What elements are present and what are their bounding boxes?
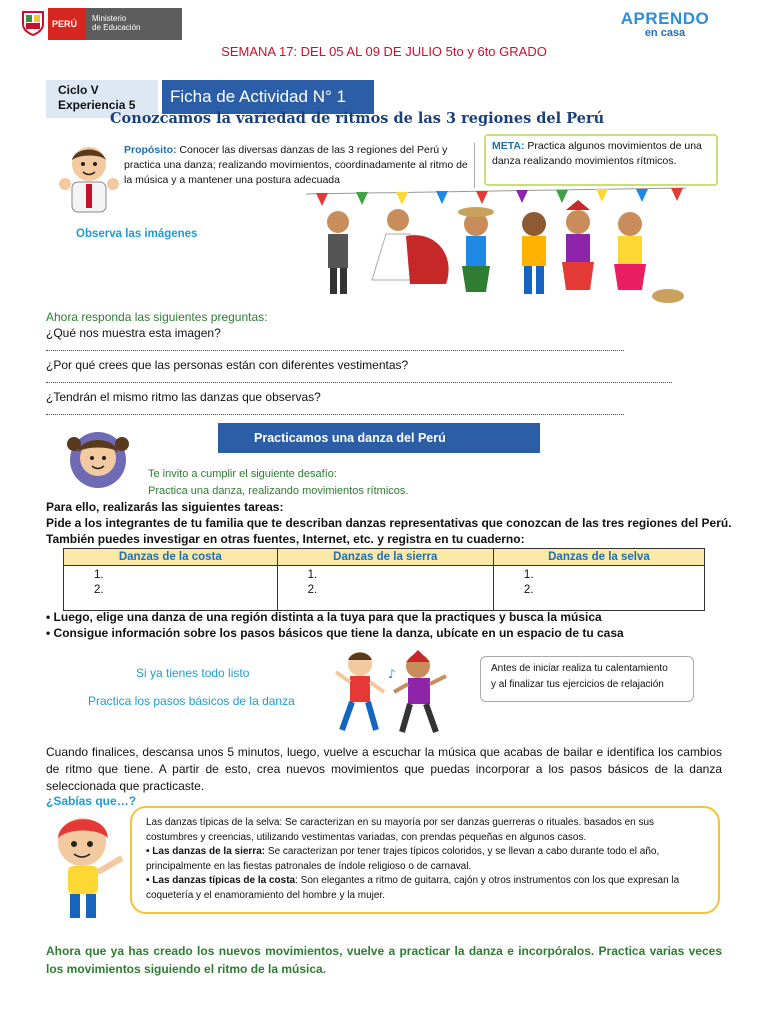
questions-intro: Ahora responda las siguientes preguntas:	[46, 310, 268, 324]
cell-costa[interactable]: 1. 2.	[64, 566, 278, 611]
ministerio-label: Ministerio de Educación	[86, 8, 182, 40]
answer-line-1[interactable]	[46, 350, 624, 351]
svg-text:♪: ♪	[388, 667, 396, 681]
peru-shield-icon	[18, 8, 48, 38]
practicamos-banner: Practicamos una danza del Perú	[218, 423, 540, 453]
kid-pointing-illustration	[46, 812, 128, 924]
tasks-intro: Para ello, realizarás las siguientes tareas:	[46, 500, 284, 514]
main-title: Conozcamos la variedad de ritmos de las 3 regiones del Perú	[110, 110, 605, 127]
question-2: ¿Por qué crees que las personas están con diferentes vestimentas?	[46, 358, 409, 372]
girl-illustration	[60, 424, 136, 494]
boy-thumbs-up-illustration	[56, 138, 122, 214]
aprendo-title: APRENDO	[620, 9, 710, 28]
final-paragraph: Ahora que ya has creado los nuevos movimientos, vuelve a practicar la danza e incorpóralos. Practica varias veces los movimientos siguiendo el ritmo de la música.	[46, 944, 722, 976]
week-heading: SEMANA 17: DEL 05 AL 09 DE JULIO 5to y 6to GRADO	[221, 44, 547, 59]
invite-line-1: Te invito a cumplir el siguiente desafío:	[148, 468, 337, 480]
info-costa: • Las danzas típicas de la costa: Son elegantes a ritmo de guitarra, cajón y otros instrumentos con los que expresan la coquetería y el enamoramiento del hombre y la mujer.	[146, 875, 680, 901]
aprendo-subtitle: en casa	[644, 27, 686, 39]
peru-label: PERÚ	[48, 8, 86, 40]
task-ask-family: Pide a los integrantes de tu familia que te describan danzas representativas que conozcan de las tres regiones del Perú.	[46, 516, 732, 530]
header-selva: Danzas de la selva	[493, 549, 704, 566]
proposito-text: Propósito: Conocer las diversas danzas de las 3 regiones del Perú y practica una danza; realizando movimientos, coordinadamente al ritmo de la música y a mantener una postura adecuada	[124, 143, 475, 188]
answer-line-3[interactable]	[46, 414, 624, 415]
question-1: ¿Qué nos muestra esta imagen?	[46, 326, 221, 340]
two-dancing-kids-illustration	[326, 648, 456, 738]
bunting-flags-icon	[306, 188, 686, 206]
observa-label: Observa las imágenes	[76, 228, 198, 240]
antes-box: Antes de iniciar realiza tu calentamiento y al finalizar tus ejercicios de relajación	[480, 656, 694, 702]
cell-sierra[interactable]: 1. 2.	[277, 566, 493, 611]
minedu-logo	[18, 8, 186, 40]
question-3: ¿Tendrán el mismo ritmo las danzas que observas?	[46, 390, 321, 404]
dancing-children-illustration	[296, 184, 696, 308]
task-investigate: También puedes investigar en otras fuentes, Internet, etc. y registra en tu cuaderno:	[46, 532, 525, 546]
header-sierra: Danzas de la sierra	[277, 549, 493, 566]
meta-box: META: Practica algunos movimientos de una danza realizando movimientos rítmicos.	[484, 134, 718, 186]
answer-line-2[interactable]	[46, 382, 672, 383]
si-listo-line-2: Practica los pasos básicos de la danza	[88, 694, 295, 708]
ciclo-box: Ciclo V Experiencia 5	[46, 80, 158, 118]
info-selva: Las danzas típicas de la selva: Se caracterizan en su mayoría por ser danzas guerreras o rituales. basados en sus costumbres y creencias, utilizando vestimentas variadas, con prendas pequeñas en algunos casos.	[146, 817, 655, 843]
si-listo-line-1: Si ya tienes todo listo	[136, 666, 250, 680]
header-costa: Danzas de la costa	[64, 549, 278, 566]
info-sierra: • Las danzas de la sierra: Se caracterizan por tener trajes típicos coloridos, y se llevan a cabo durante todo el año, principalmente en las fiestas patronales de índole religioso o de carnaval.	[146, 846, 660, 872]
cuando-finalices-paragraph: Cuando finalices, descansa unos 5 minutos, luego, vuelve a escuchar la música que acabas de bailar e identifica los cambios de ritmo que tiene. A partir de esto, crea nuevos movimientos que puedas incorporar a los pasos básicos de la danza seleccionada que practicaste.	[46, 745, 722, 793]
danzas-table	[63, 548, 705, 611]
aprendo-en-casa-logo	[610, 10, 720, 46]
bullet-consigue-info: • Consigue información sobre los pasos básicos que tiene la danza, ubícate en un espacio de tu casa	[46, 626, 624, 640]
ficha-title: Ficha de Actividad N° 1	[162, 80, 374, 114]
sabias-info-box	[130, 806, 720, 914]
invite-line-2: Practica una danza, realizando movimientos rítmicos.	[148, 485, 409, 497]
cell-selva[interactable]: 1. 2.	[493, 566, 704, 611]
sabias-que-label: ¿Sabías que…?	[46, 794, 137, 808]
bullet-elige-danza: • Luego, elige una danza de una región distinta a la tuya para que la practiques y busca la música	[46, 610, 602, 624]
